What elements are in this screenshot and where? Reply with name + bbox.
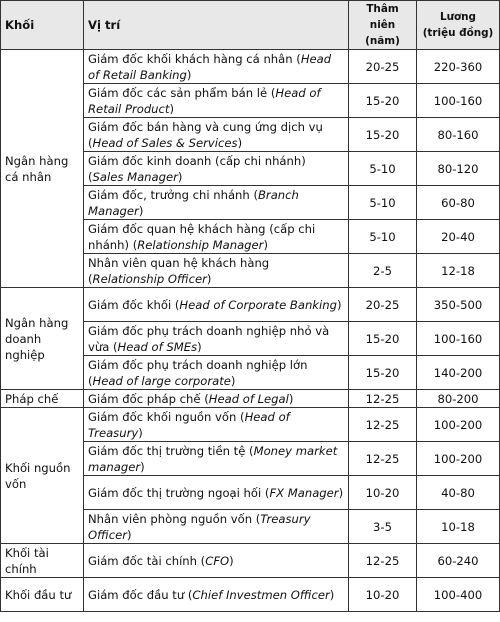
position-cell (84, 578, 349, 612)
header-tham-nien-line2: (năm) (365, 35, 400, 47)
position-en: Head of Treasury (88, 409, 290, 440)
position-tail: ) (138, 203, 144, 218)
position-tail: ) (177, 169, 183, 184)
table-row (1, 390, 500, 408)
position-en: Head of Corporate Banking (179, 297, 337, 312)
position-cell (84, 118, 349, 152)
years-cell: 2-5 (349, 254, 417, 288)
position-en: Head of Retail Product (88, 85, 321, 116)
position-cell (84, 288, 349, 322)
position-cell (84, 152, 349, 186)
position-tail: ) (206, 271, 212, 286)
table-row (1, 578, 500, 612)
years-cell: 15-20 (349, 322, 417, 356)
position-vi: Giám đốc kinh doanh (cấp chi nhánh) ( (88, 153, 306, 184)
years-cell: 12-25 (349, 408, 417, 442)
position-en: Head of SMEs (117, 339, 198, 354)
position-vi: Giám đốc khối ( (88, 297, 180, 312)
years-cell: 12-25 (349, 442, 417, 476)
years-cell: 12-25 (349, 544, 417, 578)
years-cell: 5-10 (349, 186, 417, 220)
position-vi: Giám đốc khối khách hàng cá nhân ( (88, 51, 301, 66)
position-en: Head of Sales & Services (92, 135, 238, 150)
position-vi: Giám đốc thị trường ngoại hối ( (88, 485, 270, 500)
position-cell (84, 390, 349, 408)
header-luong-line1: Lương (440, 11, 476, 23)
group-name: Ngân hàng doanh nghiệp (1, 288, 84, 390)
years-cell: 15-20 (349, 356, 417, 390)
position-cell (84, 254, 349, 288)
salary-cell: 100-200 (417, 442, 500, 476)
salary-cell: 20-40 (417, 220, 500, 254)
position-tail: ) (138, 425, 143, 440)
position-vi: Giám đốc phụ trách doanh nghiệp nhỏ và vừa ( (88, 323, 330, 354)
header-row (1, 1, 500, 50)
table-row (1, 288, 500, 322)
salary-cell: 40-80 (417, 476, 500, 510)
position-tail: ) (230, 373, 236, 388)
position-tail: ) (237, 135, 243, 150)
salary-cell: 60-80 (417, 186, 500, 220)
position-tail: ) (229, 553, 234, 568)
header-vi-tri: Vị trí (84, 1, 349, 50)
header-luong (417, 1, 500, 50)
salary-cell: 10-18 (417, 510, 500, 544)
years-cell: 15-20 (349, 118, 417, 152)
position-cell (84, 322, 349, 356)
table-body (1, 50, 500, 612)
position-tail: ) (329, 587, 335, 602)
position-en: Chief Investmen Officer (192, 587, 330, 602)
years-cell: 5-10 (349, 220, 417, 254)
position-en: Head of Retail Banking (88, 51, 332, 82)
salary-cell: 100-160 (417, 84, 500, 118)
position-en: CFO (205, 553, 230, 568)
position-en: Head of large corporate (92, 373, 231, 388)
header-tham-nien (349, 1, 417, 50)
group-name: Pháp chế (1, 390, 84, 408)
position-tail: ) (127, 527, 132, 542)
position-cell (84, 356, 349, 390)
salary-cell: 80-160 (417, 118, 500, 152)
salary-cell: 100-200 (417, 408, 500, 442)
table-row (1, 50, 500, 84)
years-cell: 3-5 (349, 510, 417, 544)
position-vi: Giám đốc bán hàng và cung ứng dịch vụ ( (88, 119, 323, 150)
position-cell (84, 476, 349, 510)
years-cell: 20-25 (349, 288, 417, 322)
position-cell (84, 186, 349, 220)
header-tham-nien-line1: Thâm niên (366, 3, 399, 31)
position-vi: Giám đốc đầu tư ( (88, 587, 193, 602)
position-vi: Giám đốc phụ trách doanh nghiệp lớn ( (88, 357, 308, 388)
position-cell (84, 84, 349, 118)
group-name: Khối tài chính (1, 544, 84, 578)
years-cell: 10-20 (349, 578, 417, 612)
position-vi: Giám đốc pháp chế ( (88, 391, 209, 406)
position-en: Head of Legal (208, 391, 289, 406)
position-cell (84, 408, 349, 442)
salary-cell: 350-500 (417, 288, 500, 322)
position-en: FX Manager (269, 485, 339, 500)
position-tail: ) (288, 391, 294, 406)
header-luong-line2: (triệu đồng) (422, 27, 494, 39)
position-tail: ) (169, 101, 174, 116)
position-en: Treasury Officer (88, 511, 311, 542)
position-tail: ) (263, 237, 268, 252)
position-vi: Giám đốc, trưởng chi nhánh ( (88, 187, 258, 202)
years-cell: 20-25 (349, 50, 417, 84)
position-vi: Giám đốc thị trường tiền tệ ( (88, 443, 254, 458)
position-tail: ) (140, 459, 145, 474)
position-vi: Giám đốc tài chính ( (88, 553, 206, 568)
position-en: Relationship Officer (92, 271, 207, 286)
years-cell: 10-20 (349, 476, 417, 510)
position-vi: Nhân viên quan hệ khách hàng ( (88, 255, 270, 286)
position-cell (84, 220, 349, 254)
salary-cell: 100-160 (417, 322, 500, 356)
salary-cell: 60-240 (417, 544, 500, 578)
salary-cell: 100-400 (417, 578, 500, 612)
position-en: Money market manager (88, 443, 338, 474)
salary-cell: 80-120 (417, 152, 500, 186)
position-tail: ) (186, 67, 192, 82)
table-row (1, 408, 500, 442)
position-en: Branch Manager (88, 187, 299, 218)
group-name: Ngân hàng cá nhân (1, 50, 84, 288)
group-name: Khối đầu tư (1, 578, 84, 612)
position-vi: Giám đốc quan hệ khách hàng (cấp chi nhánh) ( (88, 221, 316, 252)
salary-cell: 140-200 (417, 356, 500, 390)
header-khoi: Khối (1, 1, 84, 50)
salary-cell: 80-200 (417, 390, 500, 408)
years-cell: 5-10 (349, 152, 417, 186)
table-row (1, 544, 500, 578)
position-vi: Giám đốc khối nguồn vốn ( (88, 409, 245, 424)
position-tail: ) (197, 339, 202, 354)
position-cell (84, 442, 349, 476)
years-cell: 15-20 (349, 84, 417, 118)
salary-cell: 220-360 (417, 50, 500, 84)
salary-cell: 12-18 (417, 254, 500, 288)
years-cell: 12-25 (349, 390, 417, 408)
position-vi: Nhân viên phòng nguồn vốn ( (88, 511, 261, 526)
position-en: Sales Manager (92, 169, 178, 184)
position-cell (84, 544, 349, 578)
position-en: Relationship Manager (137, 237, 264, 252)
position-cell (84, 50, 349, 84)
position-vi: Giám đốc các sản phẩm bán lẻ ( (88, 85, 276, 100)
position-tail: ) (336, 297, 342, 312)
group-name: Khối nguồn vốn (1, 408, 84, 544)
position-cell (84, 510, 349, 544)
position-tail: ) (338, 485, 344, 500)
